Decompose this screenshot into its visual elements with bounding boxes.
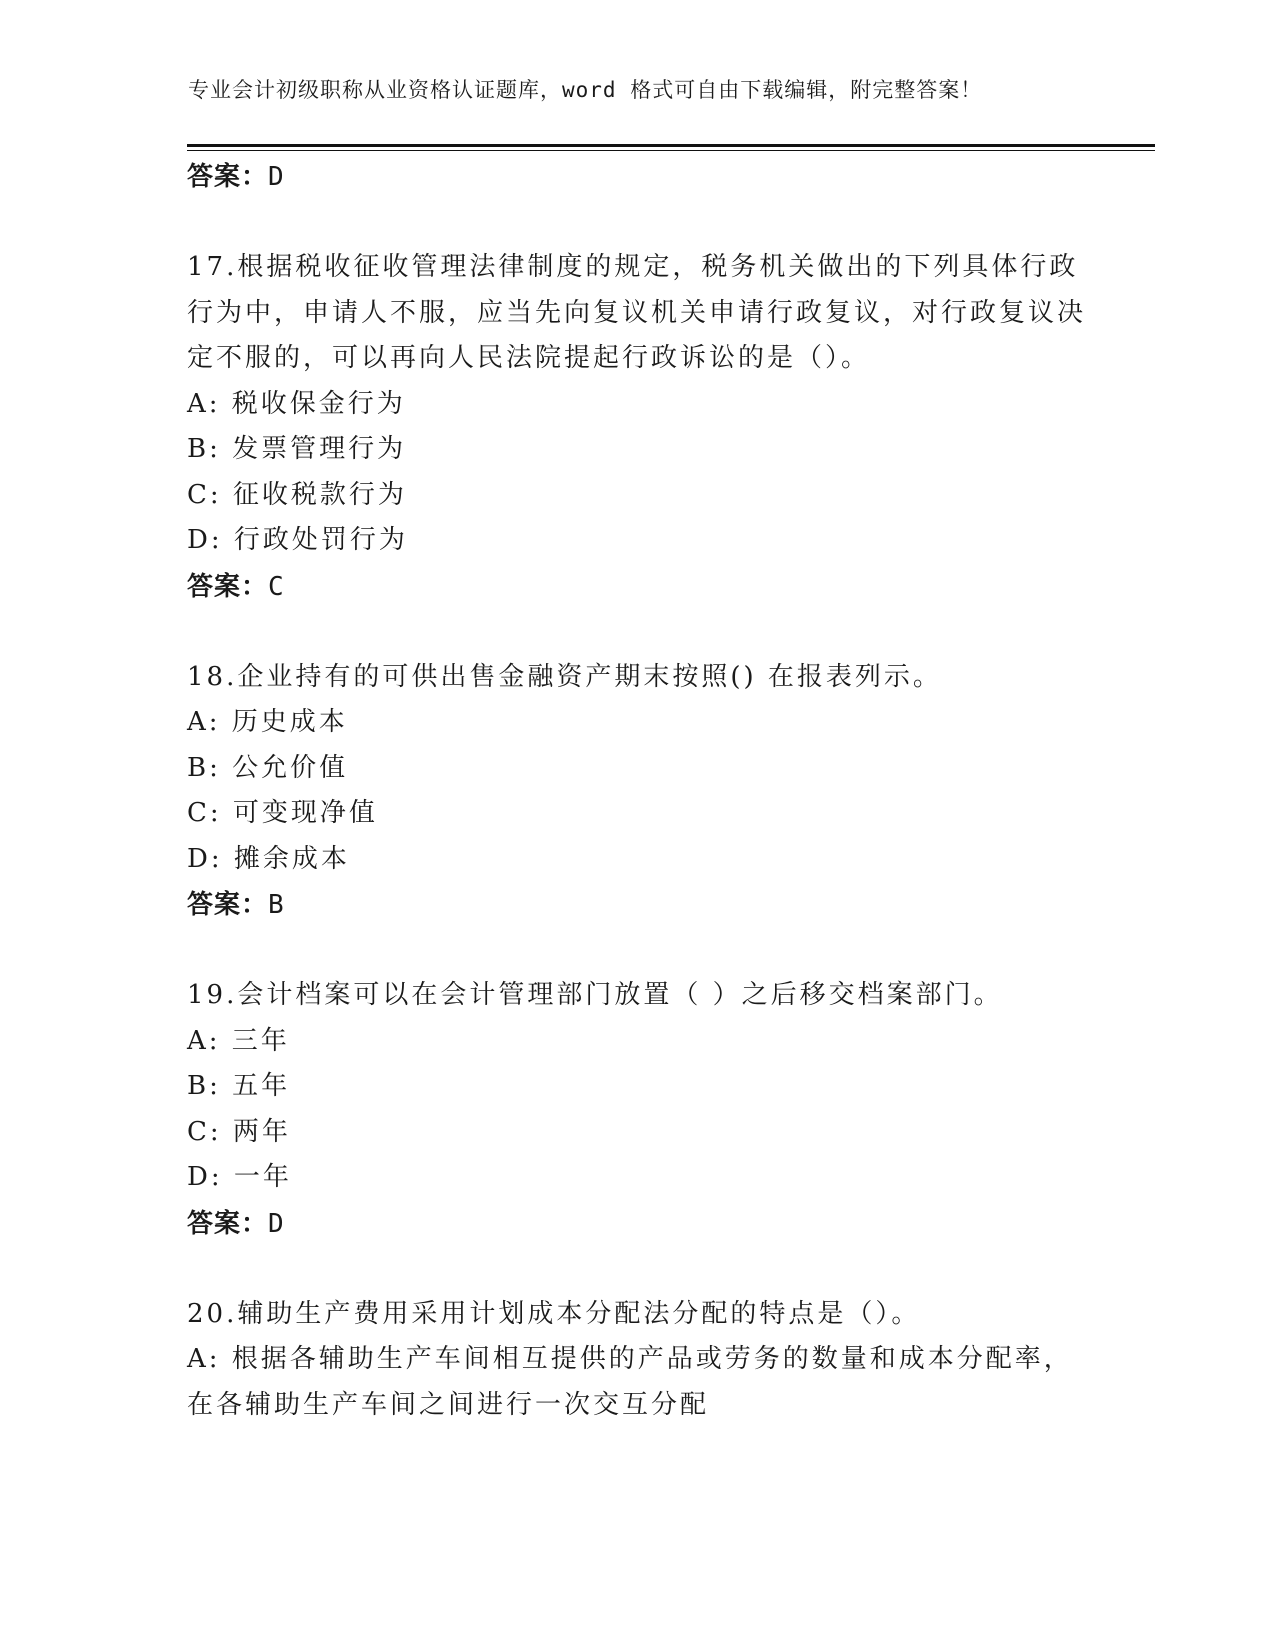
question-18 <box>187 655 1087 929</box>
answer-value: D <box>268 162 285 192</box>
question-list <box>187 154 1087 1428</box>
question-text: 17.根据税收征收管理法律制度的规定，税务机关做出的下列具体行政行为中，申请人不服，应当先向复议机关申请行政复议，对行政复议决定不服的，可以再向人民法院提起行政诉讼的是（）。 <box>187 252 1087 373</box>
answer-line <box>187 154 1087 200</box>
answer-label: 答案： <box>187 571 269 602</box>
option-d: D: 行政处罚行为 <box>187 525 408 555</box>
question-19 <box>187 973 1087 1247</box>
spacer <box>187 200 1087 245</box>
answer-label: 答案： <box>187 890 269 920</box>
answer-line <box>187 882 1087 928</box>
answer-value: B <box>268 890 285 920</box>
option-d: D: 一年 <box>187 1162 292 1192</box>
spacer <box>187 1247 1087 1292</box>
answer-label: 答案： <box>187 162 269 192</box>
header-rule-thick <box>187 144 1155 147</box>
question-20 <box>187 1292 1087 1429</box>
answer-value: C <box>268 571 285 602</box>
answer-value: D <box>268 1208 285 1239</box>
option-c: C: 可变现净值 <box>187 798 378 828</box>
header-rule-thin <box>187 150 1155 151</box>
question-17 <box>187 245 1087 610</box>
option-c: C: 征收税款行为 <box>187 479 407 510</box>
page-header: 专业会计初级职称从业资格认证题库，word 格式可自由下载编辑，附完整答案！ <box>188 78 983 102</box>
answer-line <box>187 564 1087 610</box>
answer-line <box>187 1201 1087 1247</box>
option-d: D: 摊余成本 <box>187 843 350 874</box>
option-a: A: 税收保金行为 <box>187 388 406 419</box>
option-a: A: 历史成本 <box>187 707 348 737</box>
spacer <box>187 610 1087 655</box>
question-text: 20.辅助生产费用采用计划成本分配法分配的特点是（）。 <box>187 1298 921 1329</box>
option-b: B: 五年 <box>187 1071 291 1101</box>
option-c: C: 两年 <box>187 1116 291 1147</box>
question-text: 18.企业持有的可供出售金融资产期末按照() 在报表列示。 <box>187 661 942 692</box>
spacer <box>187 928 1087 973</box>
question-text: 19.会计档案可以在会计管理部门放置（ ）之后移交档案部门。 <box>187 980 1003 1010</box>
option-b: B: 公允价值 <box>187 752 349 783</box>
answer-label: 答案： <box>187 1208 269 1239</box>
option-a: A: 根据各辅助生产车间相互提供的产品或劳务的数量和成本分配率，在各辅助生产车间之间进行一次交互分配 <box>187 1344 1073 1420</box>
option-b: B: 发票管理行为 <box>187 434 407 464</box>
option-a: A: 三年 <box>187 1025 290 1056</box>
